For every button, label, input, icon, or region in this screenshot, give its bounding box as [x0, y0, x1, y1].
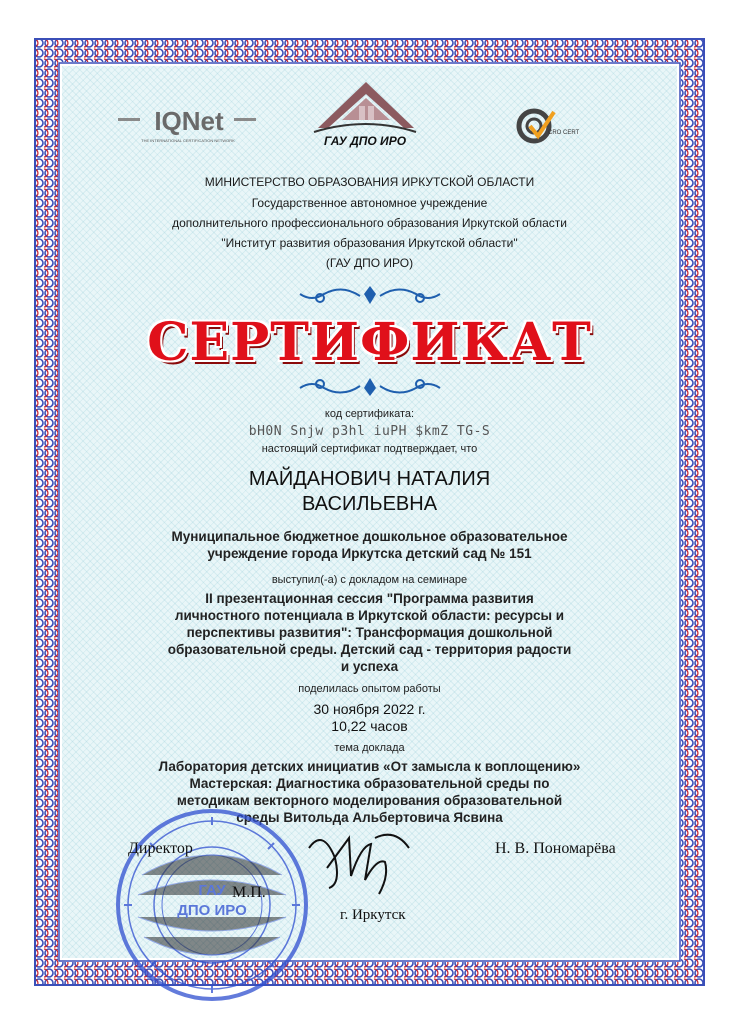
topic-label: тема доклада: [334, 742, 405, 754]
seminar-line1: II презентационная сессия "Программа развития: [205, 591, 534, 606]
seminar-line3: перспективы развития": Трансформация дошкольной: [186, 625, 553, 640]
org-type: Государственное автономное учреждение: [251, 196, 488, 210]
topic-line2: Мастерская: Диагностика образовательной среды по: [189, 776, 550, 791]
org-abbrev: (ГАУ ДПО ИРО): [325, 256, 414, 270]
city: г. Иркутск: [340, 907, 406, 923]
crocert-logo: CRO CERT: [516, 106, 596, 146]
topic-line3: методикам векторного моделирования образовательной: [176, 793, 563, 808]
topic-line1: Лаборатория детских инициатив «От замысла к воплощению»: [158, 759, 581, 774]
director-label: Директор: [128, 840, 193, 857]
ministry-name: МИНИСТЕРСТВО ОБРАЗОВАНИЯ ИРКУТСКОЙ ОБЛАСТИ: [204, 175, 535, 189]
confirms-text: настоящий сертификат подтверждает, что: [261, 443, 478, 455]
director-signature: [305, 818, 415, 898]
stamp-center-line2: ДПО ИРО: [177, 902, 247, 919]
org-institute: "Институт развития образования Иркутской области": [221, 236, 518, 250]
iro-logo: ГАУ ДПО ИРО: [304, 76, 426, 158]
bottom-ornament: [290, 372, 450, 400]
seminar-line5: и успеха: [340, 659, 399, 674]
top-ornament: [290, 282, 450, 310]
seminar-line4: образовательной среды. Детский сад - территория радости: [167, 642, 572, 657]
recipient-name-line1: МАЙДАНОВИЧ НАТАЛИЯ: [248, 468, 491, 490]
official-stamp: [112, 805, 312, 1005]
org-line-3: дополнительного профессионального образования Иркутской области: [172, 216, 567, 230]
certificate-code: bH0N Snjw p3hl iuPH $kmZ TG-S: [248, 424, 491, 439]
recipient-name-line2: ВАСИЛЬЕВНА: [301, 493, 438, 515]
seal-place-label: М.П.: [232, 884, 266, 901]
crocert-check-icon: [516, 106, 556, 146]
certificate-title: СЕРТИФИКАТ: [147, 312, 592, 373]
event-hours: 10,22 часов: [331, 718, 408, 734]
stamp-center-line1: ГАУ: [198, 882, 226, 899]
topic-line4: среды Витольда Альбертовича Ясвина: [236, 810, 503, 825]
institution-line2: учреждение города Иркутска детский сад № 151: [207, 546, 532, 561]
institution-line1: Муниципальное бюджетное дошкольное образовательное: [171, 529, 568, 544]
shared-label: поделилась опытом работы: [298, 683, 441, 695]
director-name: Н. В. Пономарёва: [495, 840, 616, 857]
iro-roof-icon: [304, 76, 426, 136]
seminar-line2: личностного потенциала в Иркутской области: ресурсы и: [174, 608, 565, 623]
iqnet-logo: IQNet THE INTERNATIONAL CERTIFICATION NETWORK: [118, 106, 258, 152]
code-label: код сертификата:: [324, 408, 415, 420]
spoke-label: выступил(-а) с докладом на семинаре: [271, 574, 468, 586]
event-date: 30 ноября 2022 г.: [313, 701, 426, 717]
